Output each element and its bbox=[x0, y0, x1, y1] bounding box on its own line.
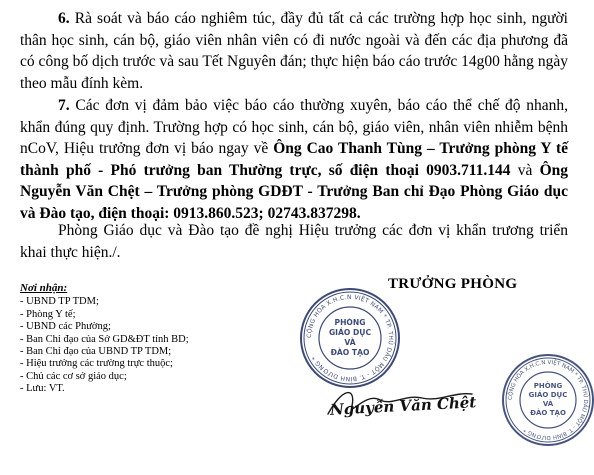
signer-name: Nguyễn Văn Chệt bbox=[329, 393, 477, 419]
stamp-line: GIÁO DỤC bbox=[528, 391, 568, 399]
stamp-line: ĐÀO TẠO bbox=[330, 348, 370, 357]
official-stamp-partial bbox=[500, 352, 594, 448]
stamp-line: PHÒNG bbox=[533, 382, 563, 390]
recipient-item: - UBND các Phường; bbox=[20, 321, 111, 333]
contact-nguyen-van-chet: Ông Nguyễn Văn Chệt – Trưởng phòng GDĐT - Trưởng Ban chỉ Đạo Phòng Giáo dục và Đào tạo, điện thoại: 0913.860.523; 02743.837298. bbox=[20, 161, 568, 222]
stamp-line: PHÒNG bbox=[334, 318, 366, 327]
stamp-ring-text: CỘNG HÒA X.H.C.N VIỆT NAM * TP. THỦ DẦU MỘT - T. BÌNH DƯƠNG * bbox=[305, 293, 395, 383]
recipient-item: - Ban Chỉ đạo của UBND TP TDM; bbox=[20, 346, 172, 358]
recipient-item: - Lưu: VT. bbox=[20, 383, 65, 395]
paragraph-6 bbox=[20, 8, 568, 94]
paragraph-7-text-1: Các đơn vị đảm bảo việc báo cáo thường xuyên, báo cáo thể chế độ nhanh, khẩn đúng quy định. Trường hợp có học sinh, cán bộ, giáo viên, nhân viên nhiễm bệnh nCoV, Hiệu trưởng đơn vị báo ngay về bbox=[20, 97, 568, 157]
paragraph-7-number: 7. bbox=[58, 97, 70, 114]
contact-cao-thanh-tung: Ông Cao Thanh Tùng – Trưởng phòng Y tế thành phố - Phó trưởng ban Thường trực, số điện thoại 0903.711.144 bbox=[20, 140, 569, 179]
stamp-line: ĐÀO TẠO bbox=[530, 409, 566, 417]
signature-title: TRƯỞNG PHÒNG bbox=[388, 276, 518, 292]
recipient-item: - Phòng Y tế; bbox=[20, 308, 76, 320]
recipient-item: - UBND TP TDM; bbox=[20, 296, 99, 308]
recipients-list bbox=[20, 296, 290, 395]
paragraph-7-text-2: và bbox=[510, 161, 540, 179]
official-stamp bbox=[298, 286, 402, 390]
stamp-line: VÀ bbox=[344, 338, 356, 347]
recipients-header: Nơi nhận: bbox=[20, 282, 68, 294]
stamp-line: GIÁO DỤC bbox=[328, 328, 372, 337]
closing-paragraph: Phòng Giáo dục và Đào tạo đề nghị Hiệu trưởng các đơn vị khẩn trương triển khai thực hiện./. bbox=[20, 222, 568, 261]
recipients-block bbox=[20, 282, 290, 396]
paragraph-6-text: Rà soát và báo cáo nghiêm túc, đầy đủ tất cả các trường hợp học sinh, người thân học sinh, cán bộ, giáo viên nhân viên có đi nước ngoài và đến các địa phương đã có công bố dịch trước và sau Tết Nguyên đán; thực hiện báo cáo trước 14g00 hằng ngày theo mẫu đính kèm. bbox=[20, 10, 568, 92]
paragraph-7 bbox=[20, 95, 568, 224]
stamp-ring-text: CỘNG HÒA X.H.C.N VIỆT NAM * TP. THỦ DẦU MỘT - T. BÌNH DƯƠNG * bbox=[507, 359, 589, 441]
paragraph-6-number: 6. bbox=[58, 10, 70, 27]
recipient-item: - Ban Chỉ đạo của Sở GD&ĐT tỉnh BD; bbox=[20, 333, 189, 345]
recipient-item: - Hiệu trưởng các trường trực thuộc; bbox=[20, 358, 173, 370]
stamp-line: VÀ bbox=[542, 400, 554, 408]
recipient-item: - Chủ các cơ sở giáo dục; bbox=[20, 370, 127, 382]
